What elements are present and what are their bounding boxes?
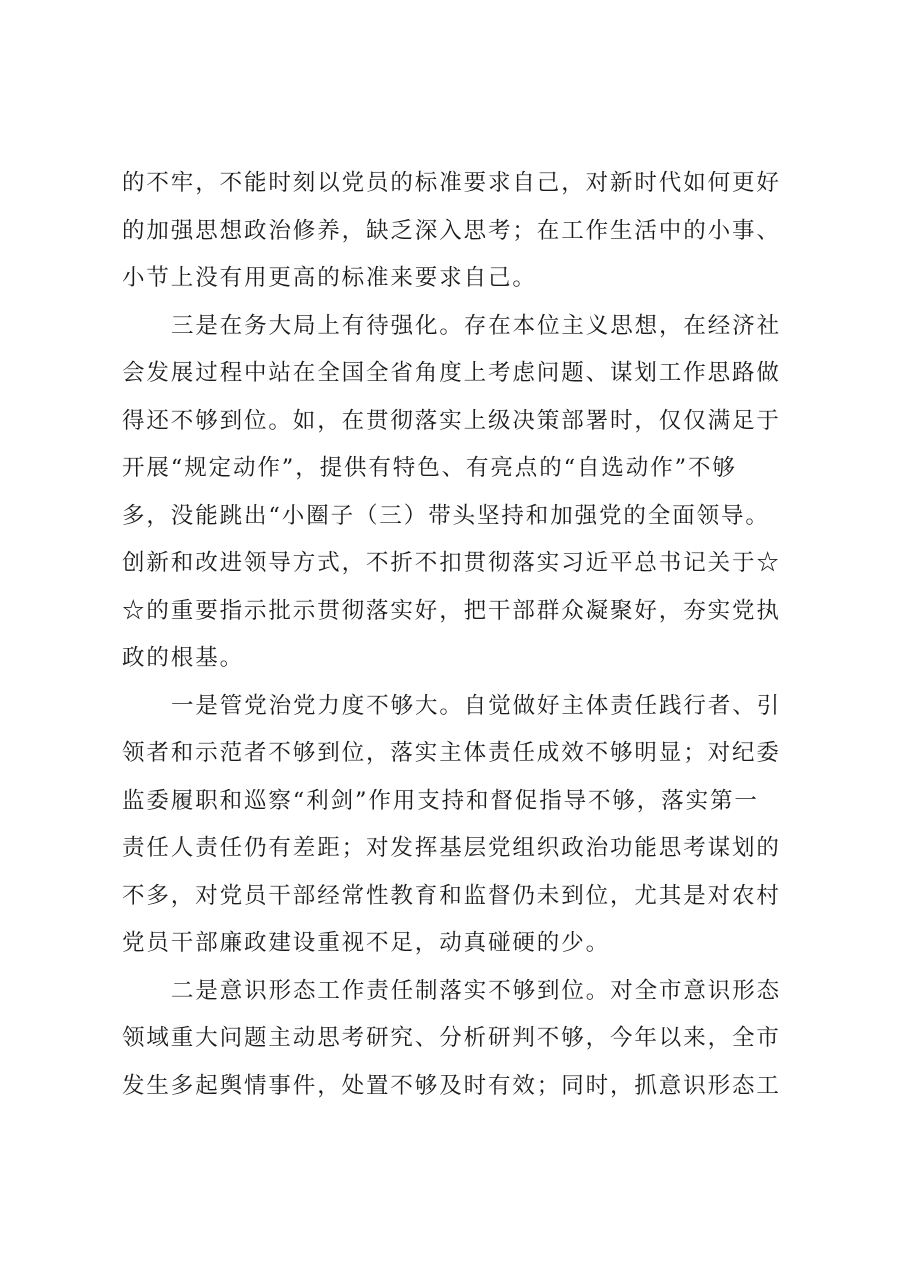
text-line: 的加强思想政治修养，缺乏深入思考；在工作生活中的小事、: [122, 217, 781, 244]
text-line: 监委履职和巡察“利剑”作用支持和督促指导不够，落实第一: [122, 787, 759, 814]
text-line: 责任人责任仍有差距；对发挥基层党组织政治功能思考谋划的: [122, 835, 781, 861]
text-line: 的不牢，不能时刻以党员的标准要求自己，对新时代如何更好: [122, 170, 781, 196]
paragraph: [122, 160, 802, 303]
text-line: 党员干部廉政建设重视不足，动真碰硬的少。: [122, 930, 611, 956]
text-line: 二是意识形态工作责任制落实不够到位。对全市意识形态: [171, 977, 782, 1004]
text-line: 一是管党治党力度不够大。自觉做好主体责任践行者、引: [171, 692, 782, 719]
text-line: 政的根基。: [122, 645, 245, 671]
text-line: 领域重大问题主动思考研究、分析研判不够，今年以来，全市: [122, 1025, 781, 1051]
paragraph: [122, 303, 802, 683]
text-line: 得还不够到位。如，在贯彻落实上级决策部署时，仅仅满足于: [122, 407, 781, 434]
text-line: ☆的重要指示批示贯彻落实好，把干部群众凝聚好，夯实党执: [122, 597, 781, 624]
text-line: 会发展过程中站在全国全省角度上考虑问题、谋划工作思路做: [122, 360, 781, 386]
text-line: 三是在务大局上有待强化。存在本位主义思想，在经济社: [171, 312, 782, 339]
paragraph: [122, 968, 802, 1111]
text-line: 创新和改进领导方式，不折不扣贯彻落实习近平总书记关于☆: [122, 550, 781, 576]
document-body: [122, 160, 802, 1110]
text-line: 小节上没有用更高的标准来要求自己。: [122, 265, 537, 291]
paragraph: [122, 683, 802, 968]
text-line: 开展“规定动作”，提供有特色、有亮点的“自选动作”不够: [122, 455, 737, 481]
text-line: 领者和示范者不够到位，落实主体责任成效不够明显；对纪委: [122, 740, 781, 766]
text-line: 发生多起舆情事件，处置不够及时有效；同时，抓意识形态工: [122, 1072, 781, 1099]
text-line: 不多，对党员干部经常性教育和监督仍未到位，尤其是对农村: [122, 882, 781, 909]
text-line: 多，没能跳出“小圈子（三）带头坚持和加强党的全面领导。: [122, 502, 770, 529]
